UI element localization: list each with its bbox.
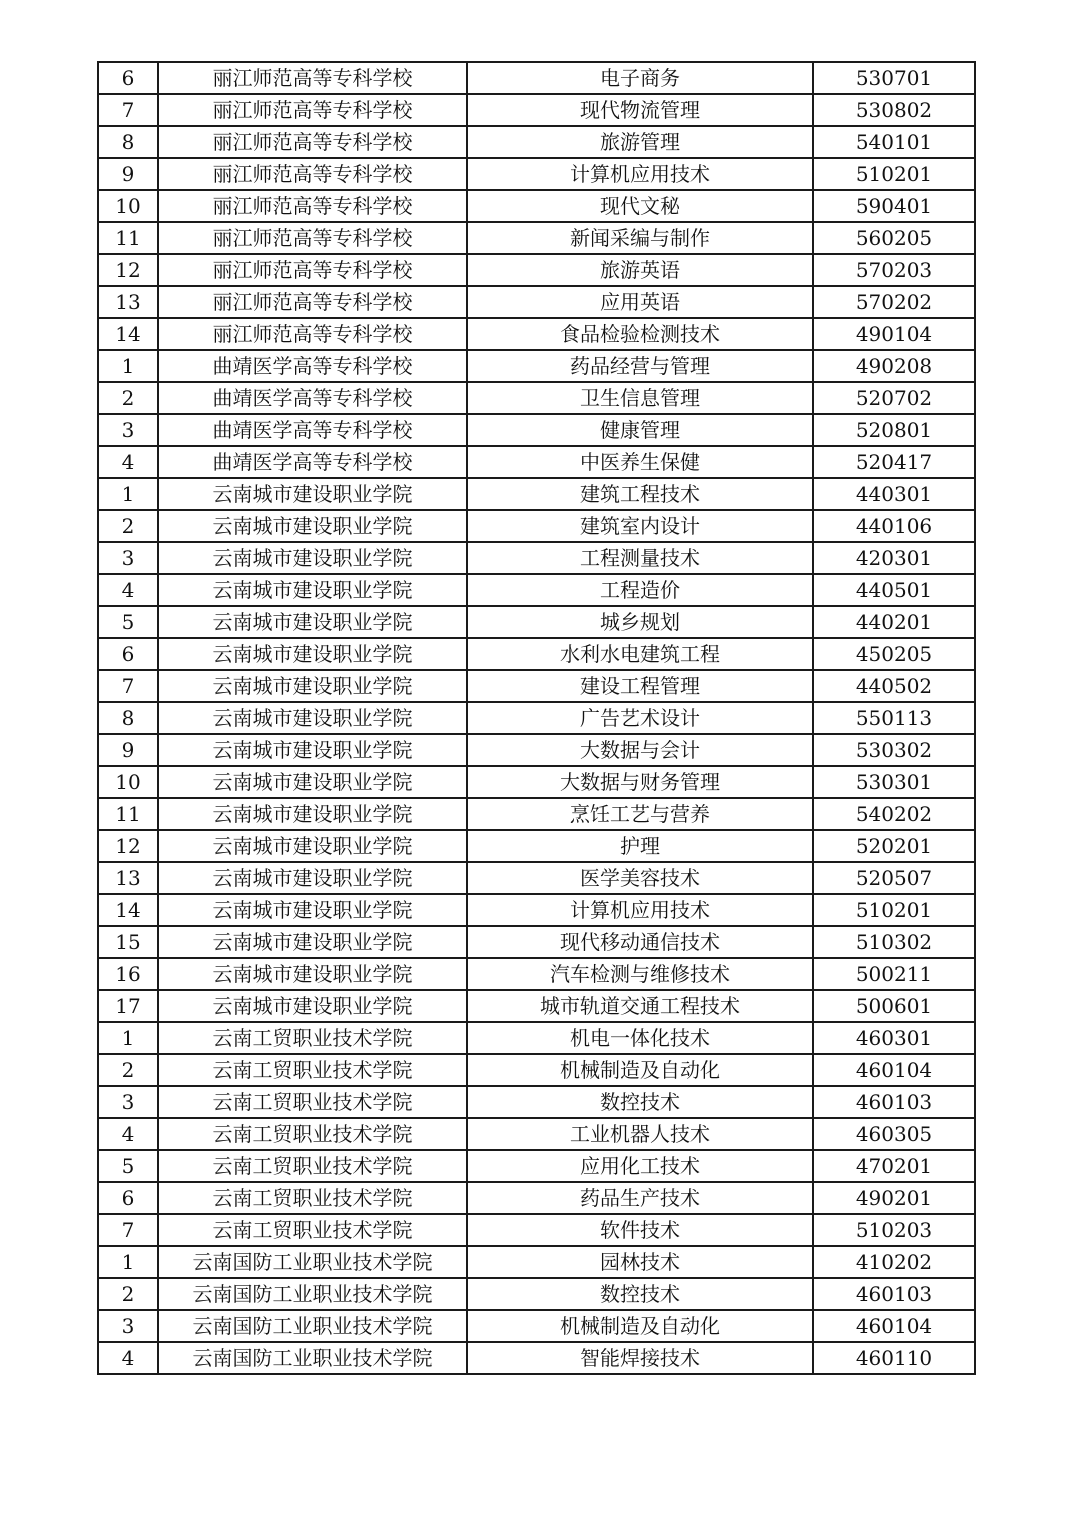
major-name-cell: 应用英语 [467,286,813,318]
seq-number-cell: 4 [98,574,158,606]
table-row [98,1214,975,1246]
seq-number-cell: 9 [98,734,158,766]
school-name-cell: 云南工贸职业技术学院 [158,1150,467,1182]
major-code-cell: 440106 [813,510,975,542]
table-row [98,222,975,254]
seq-number-cell: 6 [98,62,158,94]
school-name-cell: 云南国防工业职业技术学院 [158,1278,467,1310]
school-name-cell: 云南城市建设职业学院 [158,766,467,798]
table-row [98,1150,975,1182]
major-code-cell: 530301 [813,766,975,798]
table-row [98,798,975,830]
major-code-cell: 540202 [813,798,975,830]
major-code-cell: 510302 [813,926,975,958]
table-row [98,350,975,382]
seq-number-cell: 12 [98,254,158,286]
school-name-cell: 云南城市建设职业学院 [158,798,467,830]
seq-number-cell: 11 [98,798,158,830]
table-row [98,542,975,574]
major-name-cell: 城市轨道交通工程技术 [467,990,813,1022]
seq-number-cell: 7 [98,670,158,702]
school-name-cell: 丽江师范高等专科学校 [158,190,467,222]
major-name-cell: 智能焊接技术 [467,1342,813,1374]
school-name-cell: 丽江师范高等专科学校 [158,254,467,286]
major-name-cell: 旅游英语 [467,254,813,286]
school-name-cell: 云南国防工业职业技术学院 [158,1310,467,1342]
seq-number-cell: 4 [98,1118,158,1150]
major-code-cell: 460305 [813,1118,975,1150]
major-code-cell: 440501 [813,574,975,606]
table-row [98,1342,975,1374]
school-name-cell: 云南城市建设职业学院 [158,606,467,638]
major-name-cell: 药品经营与管理 [467,350,813,382]
seq-number-cell: 14 [98,318,158,350]
school-name-cell: 云南城市建设职业学院 [158,478,467,510]
table-row [98,574,975,606]
school-name-cell: 云南国防工业职业技术学院 [158,1342,467,1374]
seq-number-cell: 3 [98,1086,158,1118]
table-row [98,702,975,734]
school-name-cell: 云南城市建设职业学院 [158,862,467,894]
seq-number-cell: 17 [98,990,158,1022]
seq-number-cell: 6 [98,1182,158,1214]
school-name-cell: 云南城市建设职业学院 [158,670,467,702]
major-name-cell: 数控技术 [467,1086,813,1118]
table-row [98,1310,975,1342]
school-name-cell: 云南工贸职业技术学院 [158,1118,467,1150]
major-code-cell: 570203 [813,254,975,286]
major-code-cell: 460104 [813,1054,975,1086]
school-name-cell: 丽江师范高等专科学校 [158,286,467,318]
table-row [98,158,975,190]
school-name-cell: 云南城市建设职业学院 [158,990,467,1022]
seq-number-cell: 16 [98,958,158,990]
school-name-cell: 丽江师范高等专科学校 [158,126,467,158]
table-row [98,926,975,958]
table-row [98,414,975,446]
major-name-cell: 建筑工程技术 [467,478,813,510]
major-name-cell: 水利水电建筑工程 [467,638,813,670]
major-name-cell: 园林技术 [467,1246,813,1278]
table-row [98,958,975,990]
major-code-cell: 530701 [813,62,975,94]
major-code-cell: 520417 [813,446,975,478]
major-code-cell: 460103 [813,1086,975,1118]
major-code-cell: 460110 [813,1342,975,1374]
seq-number-cell: 1 [98,1022,158,1054]
school-name-cell: 曲靖医学高等专科学校 [158,382,467,414]
school-name-cell: 云南城市建设职业学院 [158,734,467,766]
seq-number-cell: 3 [98,542,158,574]
major-name-cell: 建设工程管理 [467,670,813,702]
major-name-cell: 机械制造及自动化 [467,1054,813,1086]
program-table [97,61,976,1375]
seq-number-cell: 2 [98,1278,158,1310]
major-name-cell: 药品生产技术 [467,1182,813,1214]
major-name-cell: 工程测量技术 [467,542,813,574]
table-row [98,446,975,478]
seq-number-cell: 5 [98,606,158,638]
major-code-cell: 520702 [813,382,975,414]
table-row [98,670,975,702]
school-name-cell: 曲靖医学高等专科学校 [158,446,467,478]
school-name-cell: 云南工贸职业技术学院 [158,1182,467,1214]
major-name-cell: 健康管理 [467,414,813,446]
school-name-cell: 云南工贸职业技术学院 [158,1214,467,1246]
school-name-cell: 云南城市建设职业学院 [158,638,467,670]
major-code-cell: 500601 [813,990,975,1022]
table-row [98,1246,975,1278]
seq-number-cell: 6 [98,638,158,670]
major-code-cell: 500211 [813,958,975,990]
major-code-cell: 420301 [813,542,975,574]
seq-number-cell: 4 [98,1342,158,1374]
major-name-cell: 工程造价 [467,574,813,606]
seq-number-cell: 7 [98,1214,158,1246]
major-code-cell: 460103 [813,1278,975,1310]
school-name-cell: 云南城市建设职业学院 [158,926,467,958]
table-row [98,1086,975,1118]
seq-number-cell: 1 [98,1246,158,1278]
seq-number-cell: 5 [98,1150,158,1182]
major-name-cell: 卫生信息管理 [467,382,813,414]
school-name-cell: 丽江师范高等专科学校 [158,318,467,350]
seq-number-cell: 3 [98,414,158,446]
table-row [98,766,975,798]
school-name-cell: 云南城市建设职业学院 [158,542,467,574]
table-row [98,510,975,542]
major-code-cell: 520507 [813,862,975,894]
seq-number-cell: 1 [98,350,158,382]
major-code-cell: 510203 [813,1214,975,1246]
school-name-cell: 云南工贸职业技术学院 [158,1054,467,1086]
major-code-cell: 490208 [813,350,975,382]
major-name-cell: 现代文秘 [467,190,813,222]
seq-number-cell: 14 [98,894,158,926]
table-row [98,254,975,286]
seq-number-cell: 10 [98,190,158,222]
school-name-cell: 云南工贸职业技术学院 [158,1086,467,1118]
major-name-cell: 中医养生保健 [467,446,813,478]
seq-number-cell: 7 [98,94,158,126]
table-row [98,638,975,670]
seq-number-cell: 15 [98,926,158,958]
seq-number-cell: 4 [98,446,158,478]
major-name-cell: 新闻采编与制作 [467,222,813,254]
major-code-cell: 530802 [813,94,975,126]
table-row [98,94,975,126]
major-name-cell: 工业机器人技术 [467,1118,813,1150]
seq-number-cell: 2 [98,510,158,542]
major-code-cell: 460301 [813,1022,975,1054]
major-name-cell: 烹饪工艺与营养 [467,798,813,830]
major-name-cell: 计算机应用技术 [467,894,813,926]
seq-number-cell: 13 [98,862,158,894]
seq-number-cell: 8 [98,702,158,734]
seq-number-cell: 2 [98,1054,158,1086]
major-name-cell: 电子商务 [467,62,813,94]
major-code-cell: 530302 [813,734,975,766]
table-row [98,1118,975,1150]
table-row [98,286,975,318]
major-code-cell: 540101 [813,126,975,158]
major-name-cell: 护理 [467,830,813,862]
major-name-cell: 食品检验检测技术 [467,318,813,350]
school-name-cell: 丽江师范高等专科学校 [158,62,467,94]
school-name-cell: 曲靖医学高等专科学校 [158,350,467,382]
major-code-cell: 560205 [813,222,975,254]
major-code-cell: 570202 [813,286,975,318]
major-code-cell: 490104 [813,318,975,350]
school-name-cell: 丽江师范高等专科学校 [158,222,467,254]
table-row [98,382,975,414]
table-row [98,318,975,350]
seq-number-cell: 11 [98,222,158,254]
school-name-cell: 云南城市建设职业学院 [158,574,467,606]
major-code-cell: 440502 [813,670,975,702]
major-name-cell: 汽车检测与维修技术 [467,958,813,990]
major-code-cell: 590401 [813,190,975,222]
major-name-cell: 广告艺术设计 [467,702,813,734]
table-row [98,478,975,510]
table-row [98,734,975,766]
seq-number-cell: 3 [98,1310,158,1342]
major-name-cell: 数控技术 [467,1278,813,1310]
major-name-cell: 机械制造及自动化 [467,1310,813,1342]
major-code-cell: 460104 [813,1310,975,1342]
major-name-cell: 旅游管理 [467,126,813,158]
seq-number-cell: 9 [98,158,158,190]
major-code-cell: 450205 [813,638,975,670]
major-name-cell: 应用化工技术 [467,1150,813,1182]
school-name-cell: 丽江师范高等专科学校 [158,158,467,190]
major-name-cell: 医学美容技术 [467,862,813,894]
school-name-cell: 云南城市建设职业学院 [158,702,467,734]
program-table-body [98,62,975,1374]
major-name-cell: 计算机应用技术 [467,158,813,190]
major-code-cell: 490201 [813,1182,975,1214]
table-row [98,1278,975,1310]
major-name-cell: 城乡规划 [467,606,813,638]
table-row [98,1022,975,1054]
table-row [98,830,975,862]
school-name-cell: 云南国防工业职业技术学院 [158,1246,467,1278]
school-name-cell: 云南工贸职业技术学院 [158,1022,467,1054]
table-row [98,1182,975,1214]
major-code-cell: 510201 [813,894,975,926]
major-code-cell: 510201 [813,158,975,190]
major-code-cell: 470201 [813,1150,975,1182]
major-name-cell: 现代物流管理 [467,94,813,126]
major-code-cell: 550113 [813,702,975,734]
major-code-cell: 520201 [813,830,975,862]
school-name-cell: 云南城市建设职业学院 [158,830,467,862]
table-row [98,606,975,638]
major-code-cell: 440201 [813,606,975,638]
table-row [98,862,975,894]
table-row [98,190,975,222]
major-name-cell: 现代移动通信技术 [467,926,813,958]
seq-number-cell: 1 [98,478,158,510]
major-name-cell: 大数据与会计 [467,734,813,766]
school-name-cell: 曲靖医学高等专科学校 [158,414,467,446]
major-name-cell: 软件技术 [467,1214,813,1246]
table-row [98,126,975,158]
seq-number-cell: 12 [98,830,158,862]
major-code-cell: 440301 [813,478,975,510]
school-name-cell: 云南城市建设职业学院 [158,958,467,990]
table-row [98,62,975,94]
table-row [98,894,975,926]
seq-number-cell: 10 [98,766,158,798]
major-name-cell: 大数据与财务管理 [467,766,813,798]
major-name-cell: 机电一体化技术 [467,1022,813,1054]
major-code-cell: 520801 [813,414,975,446]
seq-number-cell: 8 [98,126,158,158]
table-row [98,1054,975,1086]
school-name-cell: 云南城市建设职业学院 [158,510,467,542]
table-row [98,990,975,1022]
seq-number-cell: 2 [98,382,158,414]
school-name-cell: 丽江师范高等专科学校 [158,94,467,126]
school-name-cell: 云南城市建设职业学院 [158,894,467,926]
major-name-cell: 建筑室内设计 [467,510,813,542]
seq-number-cell: 13 [98,286,158,318]
major-code-cell: 410202 [813,1246,975,1278]
